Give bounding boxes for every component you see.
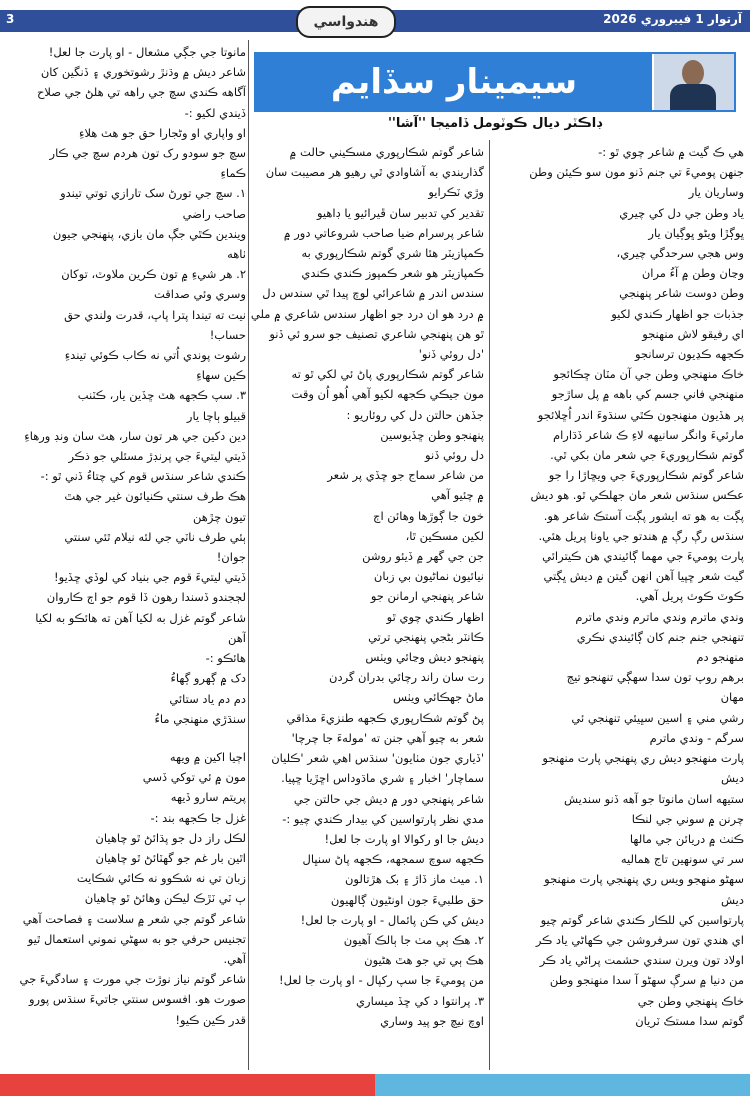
text-line: وطن دوست شاعر پنهنجي: [619, 286, 744, 301]
text-line: ڪانٽر بڻجي پنهنجي ترتي: [368, 629, 484, 644]
text-line: ڏيتي ليتيءَ جي پرنڊڙ مسئلي جو ذڪر: [68, 449, 246, 464]
text-line: پڳت به هو ته ايشور پڳت آستڪ شاعر هو.: [543, 508, 744, 523]
article-title: سيمينار سڏايم: [330, 62, 578, 102]
column-divider: [489, 140, 490, 1070]
text-line: پارت منهنجو ديش ري پنهنجي پارت منهنجو: [542, 751, 744, 766]
text-line: وس هجي سرحدگي چيري،: [616, 246, 744, 261]
text-line: پر هڏيون منهنجون ڪٿي سنڌوءَ اندر اُڇلائجو: [537, 407, 744, 422]
text-line: وساريان يار: [688, 185, 744, 200]
text-line: ڪوٽ ڪوٽ پريل آهي.: [635, 589, 744, 604]
text-line: ٿو هن پنهنجي شاعري تصنيف جو سرو ئي ڏنو: [269, 326, 484, 341]
text-line: ويندين ڪٿي جڳ مان بازي، پنهنجي جيون: [52, 226, 246, 241]
text-line: سنڌڙي منهنجي ماءُ: [154, 711, 246, 726]
text-line: برهم روپ تون سدا سهڳي تنهنجو تيڄ: [566, 670, 744, 685]
text-line: پارت پوميءَ جي مهما ڳائيندي هن ڪيترائي: [542, 549, 744, 564]
text-line: خاڪ پنهنجي وطن جي: [637, 993, 744, 1008]
text-line: شاعر پنهنجي ارمانن جو: [370, 589, 484, 604]
text-line: نيت ته تيندا پترا پاپ، قدرت ولندي حق: [64, 307, 246, 322]
text-line: حساب!: [209, 327, 246, 342]
text-line: منهنجو دم: [696, 650, 744, 665]
text-line: صاحب راضي: [182, 206, 246, 221]
page-number: 3: [6, 12, 15, 26]
text-line: او واپاري او وڻجارا حق جو هٽ هلاءِ: [79, 125, 246, 140]
text-line: شاعر پرسرام ضيا صاحب شروعاتي دور ۾: [283, 225, 484, 240]
text-line: شاعر گوتم نياز نوڙت جي مورت ۽ سادگيءَ جي: [19, 972, 246, 987]
newspaper-logo: هندواسي: [296, 6, 396, 38]
text-line: ڏيتي ليتيءَ قوم جي بنياد کي لوڏي ڇڏيو!: [54, 570, 246, 585]
text-line: گوتم سدا مستڪ ٽريان: [635, 1013, 744, 1028]
text-line: گيت شعر ڇپيا آهن انهن گيتن ۾ ديش ڀڳتي: [543, 569, 744, 584]
text-line: سندس اندر ۾ شاعرائي لوچ پيدا ٿي سندس دل: [262, 286, 484, 301]
text-line: تيون چڙهن: [193, 509, 246, 524]
text-line: پارتواسين کي للڪار ڪندي شاعر گوتم چيو: [540, 912, 744, 927]
text-line: شاعر گوتم شڪارپوريءَ جي ويڇاڙا را جو: [548, 468, 744, 483]
article-author: ڊاڪٽر ديال ڪوٽومل ڏاميجا ''آشا'': [387, 116, 603, 131]
text-line: ٣. پرانتوا د کي ڇڏ ميساري: [356, 993, 484, 1008]
text-line: قدر ڪين ڪيو!: [175, 1012, 246, 1027]
text-line: اظهار ڪندي چوي ٿو: [386, 609, 484, 624]
text-line: شاعر گوتم شڪارپوري پاڻ ئي لکي ٿو ته: [291, 367, 484, 382]
text-line: سماچار' اخبار ۽ شري ماڌوداس اڇڙيا ڇپيا.: [281, 771, 484, 786]
text-line: شعر به چيو آهي جنن ته 'مولهءَ جا چرچا': [291, 730, 484, 745]
text-line: [10, 729, 246, 747]
text-line: مون جيڪي ڪجهه لکيو آهي اُهو اُن وقت: [291, 387, 484, 402]
text-line: من شاعر سماج جو ڇڏي پر شعر: [327, 468, 484, 483]
text-line: عڪس سنڌس شعر مان جهلڪي ٿو. هو ديش: [530, 488, 744, 503]
column-middle: [250, 142, 484, 1067]
text-line: ١. سچ جي تورڻ سک تارازي توتي تيندو: [60, 186, 246, 201]
text-line: 'ڏياري جون مٺايون' سنڌس اهي شعر 'ڪليان: [271, 751, 484, 766]
text-line: جنهن پوميءَ تي جنم ڏنو مون سو ڪيئن وطن: [529, 165, 744, 180]
text-line: ديش: [721, 771, 744, 786]
footer-red-block: [0, 1074, 375, 1096]
text-line: پڻ گوتم شڪارپوري ڪجهه طنزيءَ مذاقي: [286, 710, 484, 725]
text-line: جن جي گهر ۾ ڏيئو روشن: [362, 549, 484, 564]
text-line: هي ڪ گيت ۾ شاعر چوي ٿو :-: [598, 145, 744, 159]
text-line: ڪمپازيٽر هئا شري گوتم شڪارپوري به: [301, 246, 484, 261]
text-line: سهڻو منهجو ويس ري پنهنجي پارت منهنجو: [544, 872, 744, 887]
text-line: گذاريندي به آشاوادي ٿي رهيو هر مصيبت سان: [265, 165, 484, 180]
column-left: [10, 42, 246, 1062]
text-line: جوان!: [216, 550, 246, 565]
text-line: هڪ طرف سنتي ڪنيائون غير جي هٿ: [64, 489, 246, 504]
text-line: ديش کي ڪن پائمال - او پارت جا لعل!: [300, 912, 484, 927]
text-line: ٣. سپ ڪجهه هٽ ڇڏين يار، ڪٽنب: [77, 388, 246, 403]
text-line: هڪ ٻي تي جو هٿ هڻيون: [364, 953, 484, 968]
text-line: ياد وطن جي دل کي چيري: [619, 205, 744, 220]
text-line: وڙي ٽڪرايو: [428, 185, 484, 200]
text-line: اوچ نيچ جو پيد وساري: [380, 1013, 484, 1028]
text-line: زبان تي نه شڪوو نه ڪائي شڪايت: [76, 871, 246, 886]
author-photo: [652, 54, 734, 110]
text-line: چرنن ۾ سوني جي لنڪا: [631, 811, 744, 826]
text-line: اٿين بار غم جو گهٽائڻ ٿو چاهيان: [95, 850, 246, 865]
text-line: وڃان وطن ۾ آءُ مران: [641, 266, 744, 281]
text-line: جڏهن حالتن دل کي روئاريو :: [346, 407, 484, 422]
text-line: وسري وئي صداقت: [154, 287, 246, 302]
text-line: مارئيءَ وانگر سانيهه لاءِ ڪ شاعر ڏڌارام: [552, 427, 744, 442]
text-line: رت سان راند رچائي بدران گردن: [329, 670, 484, 685]
text-line: خون جا ڳوڙها وهائن اڄ: [373, 508, 484, 523]
text-line: 'دل روئي ڏنو': [418, 347, 484, 362]
text-line: نيائيون نماڻيون بي زبان: [373, 569, 484, 584]
issue-date: آرتوار 1 فيبروري 2026: [603, 12, 742, 26]
text-line: ڪجهه ڪڍيون ترسانجو: [634, 347, 744, 362]
text-line: ٻئي طرف ناٽي جي لئه نيلام ٿئي سنتي: [64, 529, 246, 544]
text-line: هائڪو :-: [205, 651, 246, 666]
text-line: ڪين سهاءِ: [196, 368, 246, 383]
text-line: اي رفيقو لاش منهنجو: [642, 326, 744, 341]
text-line: ڪماءِ: [220, 166, 246, 181]
text-line: حق طلبيءَ جون اونڻيون ڳالهيون: [330, 892, 484, 907]
column-right: [494, 142, 744, 1067]
text-line: اولاد تون ويرن سندي حشمت پراڻي ياد ڪر: [539, 953, 744, 968]
text-line: وندي ماترم وندي ماترم وندي ماترم: [575, 609, 744, 624]
text-line: لڪل راز دل جو پڌائڻ ٿو چاهيان: [95, 830, 246, 845]
author-photo-body: [670, 84, 716, 110]
text-line: شاعر گوتم شڪارپوري مسڪيني حالت ۾: [289, 145, 484, 159]
text-line: پريتم سارو ڏيهه: [170, 790, 246, 805]
text-line: ڏيندي لکيو :-: [184, 105, 246, 120]
text-line: سنڌس رڳ رڳ ۾ هندتو جي ياونا پريل هئي.: [538, 528, 744, 543]
text-line: غزل جا ڪجهه بند :-: [150, 810, 246, 825]
text-line: منهنجي فاني جسم کي باهه ۾ پل ساڙجو: [551, 387, 744, 402]
text-line: شاعر گوتم جي شعر ۾ سلاست ۽ فصاحت آهي: [22, 911, 246, 926]
text-line: دين دکين جي هر تون سار، هٽ سان ونڊ ورهاءِ: [24, 428, 246, 443]
text-line: صورت هو. افسوس سنتي جاتيءَ سنڌس پورو: [28, 992, 246, 1007]
text-line: سرگم - وندي ماترم: [649, 730, 744, 745]
text-line: شاعر ديش ۾ وڌنڙ رشوتخوري ۽ ڏنگين کان: [40, 65, 246, 80]
text-line: دل روئي ڏنو: [425, 448, 484, 463]
text-line: دم دم ياد ستائي: [169, 691, 246, 706]
text-line: شاعر پنهنجي دور ۾ ديش جي حالتن جي: [293, 791, 484, 806]
text-line: قبيلو ٻاچا يار: [186, 408, 246, 423]
text-line: ٻ ٽي ٽڙڪ ليڪن وهائڻ ٿو چاهيان: [84, 891, 246, 906]
text-line: تقدير کي تدبير سان ڦيرائيو يا ڊاهيو: [316, 205, 484, 220]
text-line: رشي مني ۽ اسين سڀيئي تنهنجي ئي: [571, 710, 744, 725]
text-line: ديش: [721, 892, 744, 907]
text-line: سر تي سونهين تاج هماليه: [620, 852, 744, 867]
text-line: مدي نظر پارتواسين کي بيدار ڪندي چيو :-: [282, 811, 484, 826]
text-line: ڪمپازيٽر هو شعر ڪمپوز ڪندي ڪندي: [301, 266, 484, 281]
text-line: اي هندي تون سرفروشن جي ڪهاڻي ياد ڪر: [535, 932, 744, 947]
author-photo-head: [682, 60, 704, 86]
text-line: من دنيا ۾ سرڳ سهڻو آ سدا منهنجو وطن: [549, 973, 744, 988]
article-title-banner: [254, 52, 736, 112]
text-line: ستيهه اسان مانوتا جو آهه ڏنو سنديش: [563, 791, 744, 806]
text-line: پنهنجو وطن ڇڏيوسين: [380, 427, 484, 442]
text-line: لکين مسڪين ٿا،: [405, 528, 484, 543]
text-line: آهن: [227, 630, 246, 645]
text-line: ڪجهه سوچ سمجهه، ڪجهه پاڻ سنڀال: [302, 852, 484, 867]
masthead-bar: [0, 0, 750, 42]
footer-blue-block: [375, 1074, 750, 1096]
column-divider: [248, 40, 249, 1070]
text-line: تجنيس حرفي جو به سهڻي نموني استعمال ٿيو آهي.: [27, 931, 246, 966]
text-line: مون ۾ ئي توکي ڏسي: [142, 770, 246, 785]
text-line: من پوميءَ جا سپ رکپال - او پارت جا لعل!: [279, 973, 484, 988]
text-line: مهان: [720, 690, 744, 705]
text-line: رشوت پوندي اُتي نه ڪاب ڪوئي تيندءِ: [64, 348, 246, 363]
text-line: ۾ درد هو ان درد جو اظهار سندس شاعري ۾ ملي: [250, 306, 484, 321]
text-line: مانوتا جي جڳي مشعال - او پارت جا لعل!: [48, 45, 246, 59]
text-line: خاڪ منهنجي وطن جي آن مٽان ڇڪائجو: [553, 367, 744, 382]
text-line: ڪندي شاعر سنڌس قوم کي چتاءُ ڏني ٿو :-: [40, 469, 246, 484]
text-line: ٺاهه: [227, 247, 246, 262]
text-line: سچ جو سودو رک تون هردم سچ جي ڪار: [49, 146, 246, 161]
text-line: پنهنجو ديش وڃائي ويٺس: [365, 650, 484, 665]
text-line: ديش جا او رکوالا او پارت جا لعل!: [324, 831, 484, 846]
footer-bar: [0, 1074, 750, 1096]
text-line: ٢. هر شيءِ ۾ تون ڪرين ملاوٽ، توکان: [61, 267, 246, 282]
text-line: ماڻ جهڪائي ويٺس: [393, 690, 484, 705]
text-line: شاعر گوتم غزل به لکيا آهن ته هائڪو به لکيا: [35, 610, 246, 625]
text-line: ١. ميٺ ماز ڏاڙ ۽ بک هڙتالون: [344, 872, 484, 887]
text-line: لڄجندو ڏسندا رهون ڏا قوم جو اڄ ڪاروان: [46, 590, 246, 605]
text-line: ڀوڳڙا ويڻو ڀوڳيان يار: [648, 225, 744, 240]
text-line: ۾ چئيو آهي: [431, 488, 484, 503]
text-line: گوتم شڪارپوريءَ جي شعر مان بکي ٿي.: [550, 448, 744, 463]
text-line: دک ۾ ڳهرو ڳهاءُ: [170, 671, 246, 686]
text-line: ڪنٺ ۾ دريائن جي مالها: [629, 831, 744, 846]
text-line: آگاهه ڪندي سچ جي راهه تي هلڻ جي صلاح: [36, 85, 246, 100]
text-line: اڄيا اکين ۾ ويهه: [169, 749, 246, 764]
text-line: تنهنجي جنم جنم کان ڳائيندي نڪري: [576, 629, 744, 644]
text-line: ٢. هڪ ٻي مٺ جا ٻالڪ آهيون: [343, 932, 484, 947]
text-line: جذبات جو اظهار ڪندي لکيو: [611, 306, 744, 321]
